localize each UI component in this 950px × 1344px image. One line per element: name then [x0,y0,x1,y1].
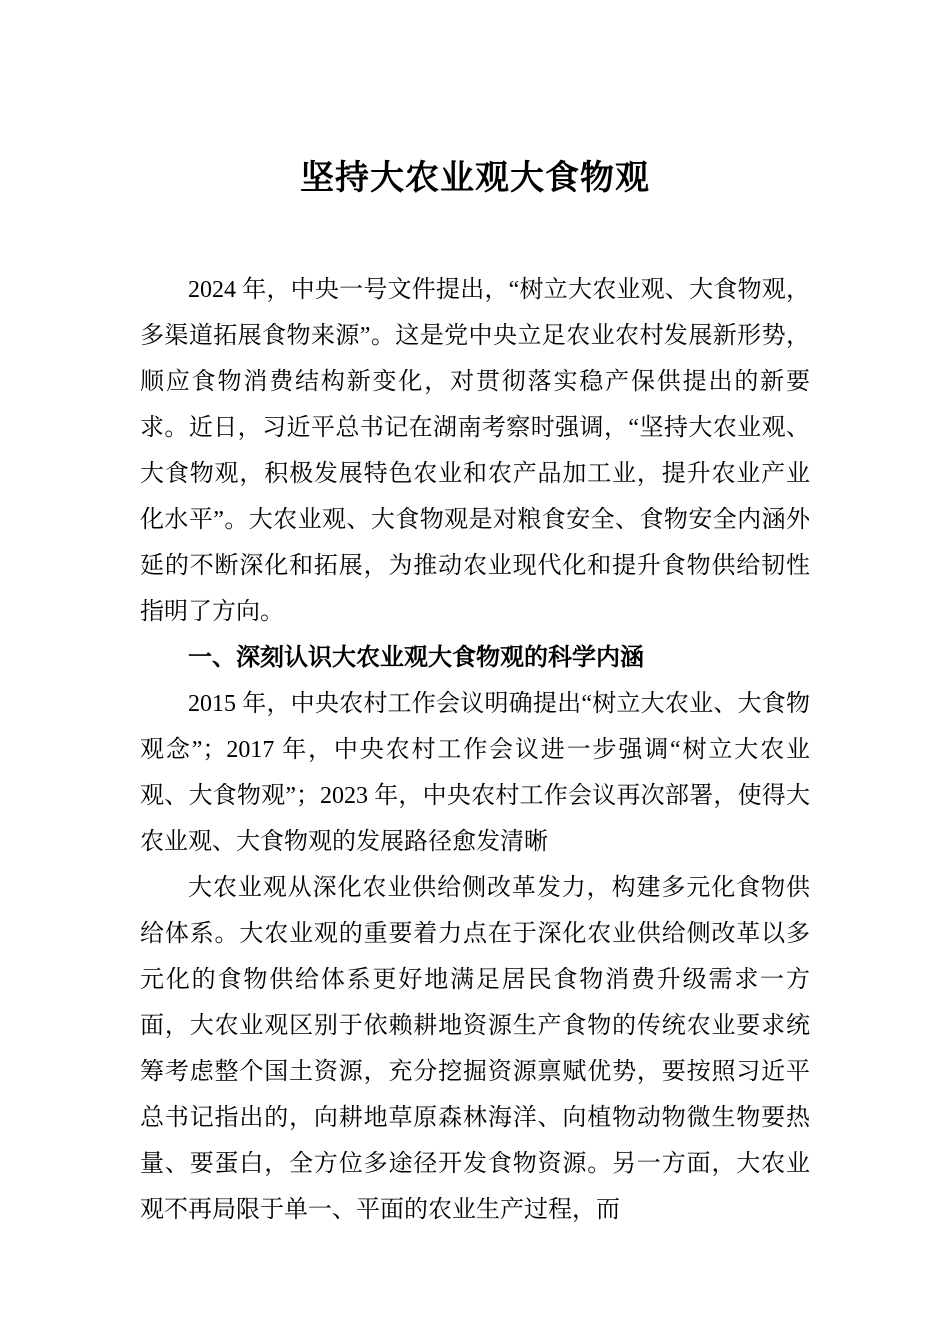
paragraph-history: 2015 年，中央农村工作会议明确提出“树立大农业、大食物观念”；2017 年，中央农村工作会议进一步强调“树立大农业观、大食物观”；2023 年，中央农村工作会议再次部署，使得大农业观、大食物观的发展路径愈发清晰 [140,690,810,855]
document-title: 坚持大农业观大食物观 [300,160,650,197]
section-heading-1: 一、深刻认识大农业观大食物观的科学内涵 [188,643,644,671]
paragraph-intro: 2024 年，中央一号文件提出，“树立大农业观、大食物观，多渠道拓展食物来源”。这是党中央立足农业农村发展新形势，顺应食物消费结构新变化，对贯彻落实稳产保供提出的新要求。近日，习近平总书记在湖南考察时强调，“坚持大农业观、大食物观，积极发展特色农业和农产品加工业，提升农业产业化水平”。大农业观、大食物观是对粮食安全、食物安全内涵外延的不断深化和拓展，为推动农业现代化和提升食物供给韧性指明了方向。 [140,276,810,625]
paragraph-supply-reform: 大农业观从深化农业供给侧改革发力，构建多元化食物供给体系。大农业观的重要着力点在于深化农业供给侧改革以多元化的食物供给体系更好地满足居民食物消费升级需求一方面，大农业观区别于依赖耕地资源生产食物的传统农业要求统筹考虑整个国土资源，充分挖掘资源禀赋优势，要按照习近平总书记指出的，向耕地草原森林海洋、向植物动物微生物要热量、要蛋白，全方位多途径开发食物资源。另一方面，大农业观不再局限于单一、平面的农业生产过程，而 [140,874,810,1223]
